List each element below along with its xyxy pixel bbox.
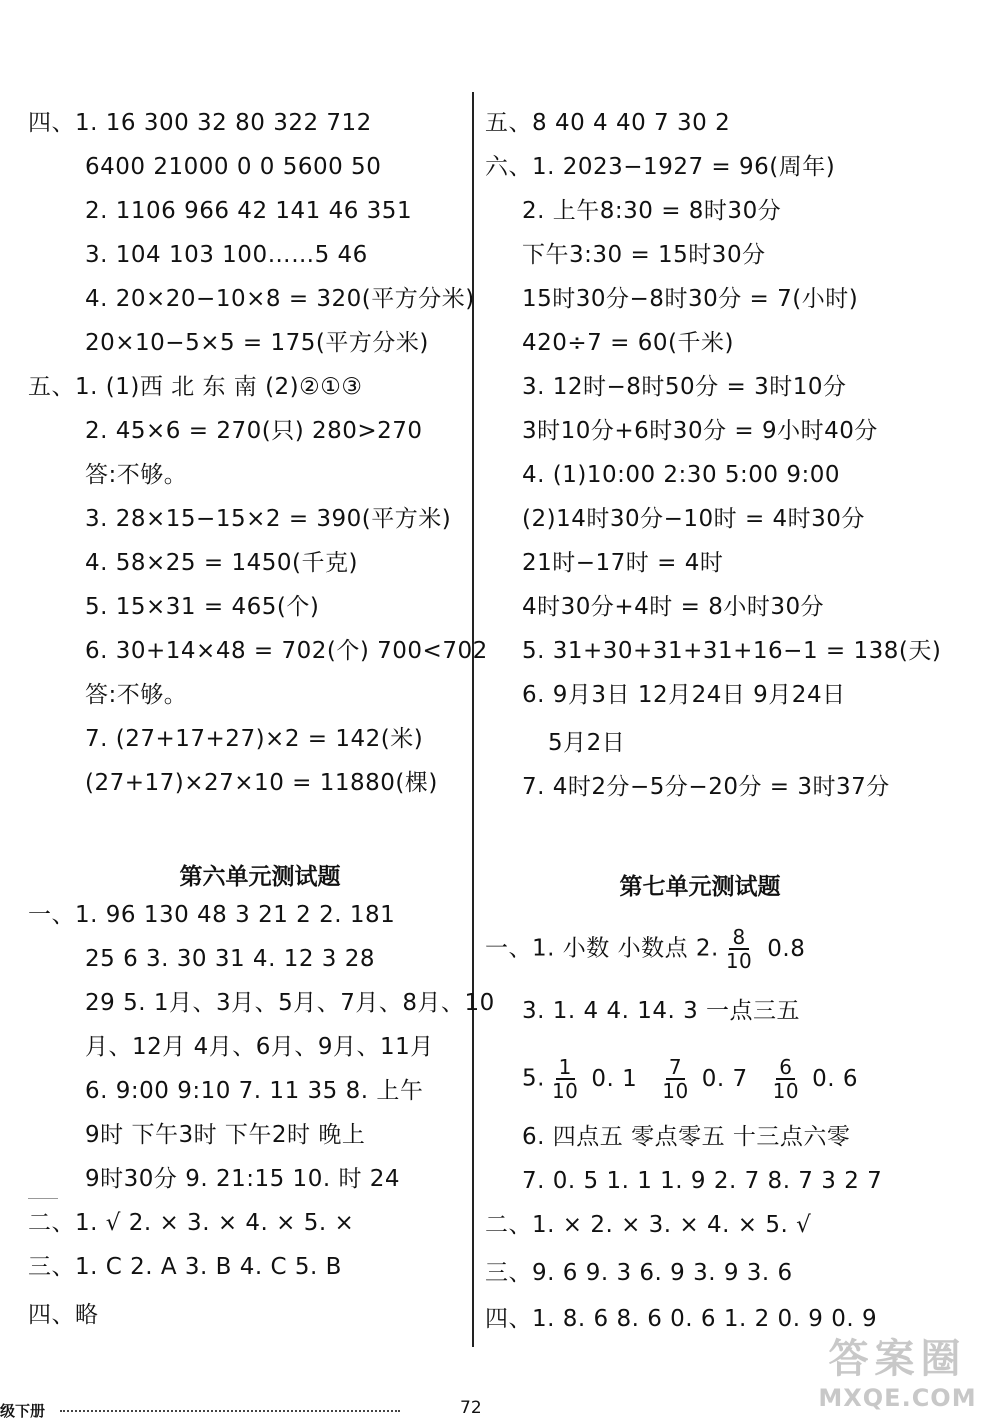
fraction: $\frac{8}{10}$ (725, 925, 753, 973)
answer-line: 6. 9:00 9:10 7. 11 35 8. 上午 (85, 1078, 424, 1104)
section-title-unit-6: 第六单元测试题 (179, 864, 341, 890)
answer-line: 15时30分−8时30分 = 7(小时) (522, 286, 859, 312)
answer-line: 月、12月 4月、6月、9月、11月 (85, 1034, 434, 1060)
watermark-url: MXQE.COM (818, 1384, 977, 1412)
answer-line: 4. 20×20−10×8 = 320(平方分米) (85, 286, 475, 312)
answer-line: 四、1. 8. 6 8. 6 0. 6 1. 2 0. 9 0. 9 (485, 1306, 878, 1332)
answer-line: 2. 45×6 = 270(只) 280>270 (85, 418, 423, 444)
margin-mark (28, 1198, 58, 1199)
fraction: $\frac{1}{10}$ (551, 1055, 579, 1103)
answer-line: 7. 4时2分−5分−20分 = 3时37分 (522, 774, 890, 800)
book-label: 级下册 (0, 1402, 46, 1420)
answer-line: 4. (1)10:00 2:30 5:00 9:00 (522, 462, 840, 488)
answer-line: 一、1. 96 130 48 3 21 2 2. 181 (28, 902, 396, 928)
answer-line: 四、略 (28, 1302, 99, 1328)
answer-line: 5. 15×31 = 465(个) (85, 594, 320, 620)
watermark-logo (800, 1335, 995, 1425)
answer-line: 六、1. 2023−1927 = 96(周年) (485, 154, 836, 180)
page-number: 72 (460, 1398, 482, 1418)
answer-line: 5. 31+30+31+31+16−1 = 138(天) (522, 638, 942, 664)
answer-line: 3. 12时−8时50分 = 3时10分 (522, 374, 847, 400)
answer-line: 3时10分+6时30分 = 9小时40分 (522, 418, 878, 444)
answer-line: 9时30分 9. 21:15 10. 时 24 (85, 1166, 401, 1192)
answer-line: 五、1. (1)西 北 东 南 (2)②①③ (28, 374, 363, 400)
answer-line: 三、9. 6 9. 3 6. 9 3. 9 3. 6 (485, 1260, 793, 1286)
answer-line: 3. 28×15−15×2 = 390(平方米) (85, 506, 452, 532)
answer-line: 21时−17时 = 4时 (522, 550, 724, 576)
answer-line: 6400 21000 0 0 5600 50 (85, 154, 382, 180)
answer-line: 5月2日 (548, 730, 626, 756)
answer-line: 三、1. C 2. A 3. B 4. C 5. B (28, 1254, 342, 1280)
answer-line: 7. (27+17+27)×2 = 142(米) (85, 726, 424, 752)
answer-line: 7. 0. 5 1. 1 1. 9 2. 7 8. 7 3 2 7 (522, 1168, 883, 1194)
answer-line: 25 6 3. 30 31 4. 12 3 28 (85, 946, 375, 972)
column-divider (472, 92, 474, 1347)
answer-line: 2. 1106 966 42 141 46 351 (85, 198, 413, 224)
answer-line: 4. 58×25 = 1450(千克) (85, 550, 358, 576)
section-title-unit-7: 第七单元测试题 (619, 874, 781, 900)
answer-line: 答:不够。 (85, 462, 188, 488)
answer-line: 3. 104 103 100……5 46 (85, 242, 368, 268)
fraction: $\frac{7}{10}$ (662, 1055, 689, 1103)
answer-line: (2)14时30分−10时 = 4时30分 (522, 506, 865, 532)
answer-line: 6. 四点五 零点零五 十三点六零 (522, 1124, 851, 1150)
footer-dotted-rule (60, 1410, 400, 1412)
answer-line: (27+17)×27×10 = 11880(棵) (85, 770, 438, 796)
answer-line: 2. 上午8:30 = 8时30分 (522, 198, 782, 224)
watermark-text: 答案圈 (828, 1336, 967, 1382)
fraction: $\frac{6}{10}$ (772, 1055, 800, 1103)
answer-line: 9时 下午3时 下午2时 晚上 (85, 1122, 366, 1148)
answer-line-fractions: 5. $\frac{1}{10}$ 0. 1 $\frac{7}{10}$ 0. 7 $\frac{6}{10}$ 0. 6 (522, 1055, 858, 1103)
answer-line: 五、8 40 4 40 7 30 2 (485, 110, 731, 136)
answer-line-fraction: 一、1. 小数 小数点 2. $\frac{8}{10}$ 0.8 (485, 925, 806, 973)
answer-line: 二、1. √ 2. × 3. × 4. × 5. × (28, 1210, 355, 1236)
answer-line: 20×10−5×5 = 175(平方分米) (85, 330, 429, 356)
answer-line: 420÷7 = 60(千米) (522, 330, 734, 356)
answer-line: 3. 1. 4 4. 14. 3 一点三五 (522, 998, 801, 1024)
answer-line: 四、1. 16 300 32 80 322 712 (28, 110, 372, 136)
answer-line: 6. 9月3日 12月24日 9月24日 (522, 682, 846, 708)
answer-line: 下午3:30 = 15时30分 (522, 242, 766, 268)
answer-line: 29 5. 1月、3月、5月、7月、8月、10 (85, 990, 495, 1016)
answer-line: 答:不够。 (85, 682, 188, 708)
answer-line: 4时30分+4时 = 8小时30分 (522, 594, 825, 620)
answer-line: 6. 30+14×48 = 702(个) 700<702 (85, 638, 488, 664)
answer-line: 二、1. × 2. × 3. × 4. × 5. √ (485, 1212, 812, 1238)
